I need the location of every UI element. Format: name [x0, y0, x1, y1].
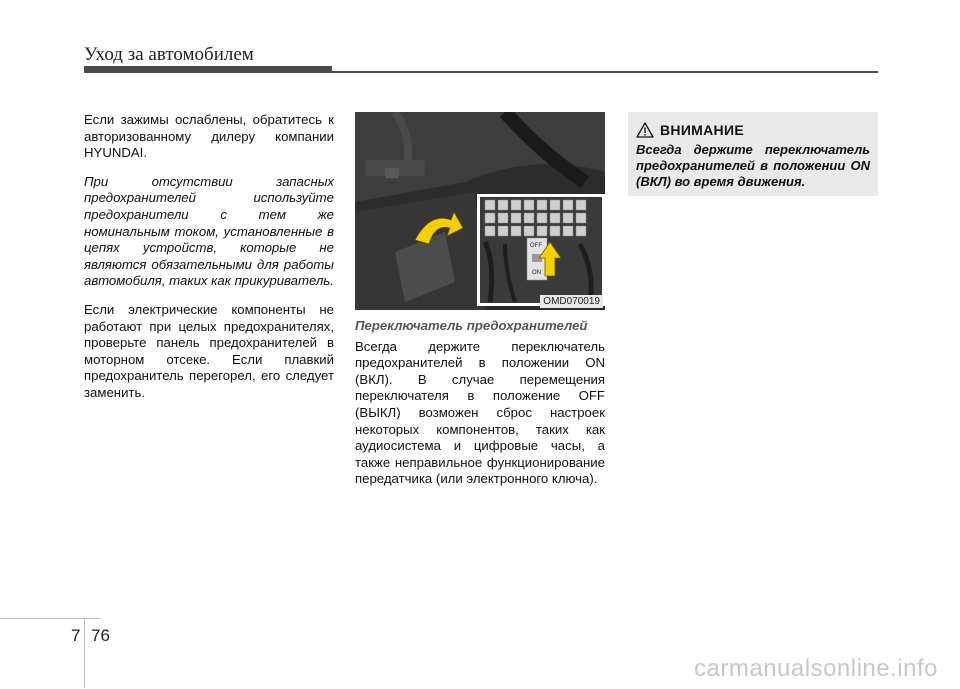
switch-off-label: OFF [530, 243, 542, 249]
chapter-number: 7 [71, 626, 81, 645]
fuse-panel-illustration [355, 112, 605, 310]
paragraph-engine-fuse-panel: Если электрические компоненты не работают при целых предохранителях, проверьте панель предохранителей в моторном отсеке. Если плавкий предохранитель перегорел, его следует заменить. [84, 301, 334, 400]
warning-text: Всегда держите переключатель предохранителей в положении ON (ВКЛ) во время движения. [636, 142, 870, 189]
page-number: 76 [91, 626, 110, 645]
header-rule-thick [84, 66, 332, 73]
watermark: carmanualsonline.info [694, 655, 938, 682]
paragraph-fuse-switch: Всегда держите переключатель предохранителей в положении ON (ВКЛ). В случае перемещения переключателя в положение OFF (ВЫКЛ) возможен сброс настроек некоторых компонентов, таких как аудиосистема и цифровые часы, а также неправильное функционирование передатчика (или электронного ключа). [355, 338, 605, 487]
footer-rule-horizontal [0, 618, 100, 619]
middle-column [355, 318, 605, 500]
paragraph-spare-fuses: При отсутствии запасных предохранителей используйте предохранители с тем же номинальным током, установленные в цепях устройств, которые не являются обязательными для работы автомобиля, таких как прикуриватель. [84, 173, 334, 289]
warning-triangle-icon [636, 122, 654, 138]
warning-title: ВНИМАНИЕ [660, 122, 744, 138]
figure-caption: Переключатель предохранителей [355, 318, 588, 333]
figure-code: OMD070019 [540, 295, 603, 308]
warning-box [628, 112, 878, 196]
switch-on-label: ON [532, 270, 541, 276]
section-title: Уход за автомобилем [84, 44, 254, 65]
fuse-panel-photo [355, 112, 605, 310]
warning-header [636, 122, 870, 138]
left-column [84, 112, 334, 414]
paragraph-loose-clamps: Если зажимы ослаблены, обратитесь к авторизованному дилеру компании HYUNDAI. [84, 112, 334, 161]
header-rule-thin [332, 71, 878, 73]
footer-rule-vertical [84, 618, 85, 688]
